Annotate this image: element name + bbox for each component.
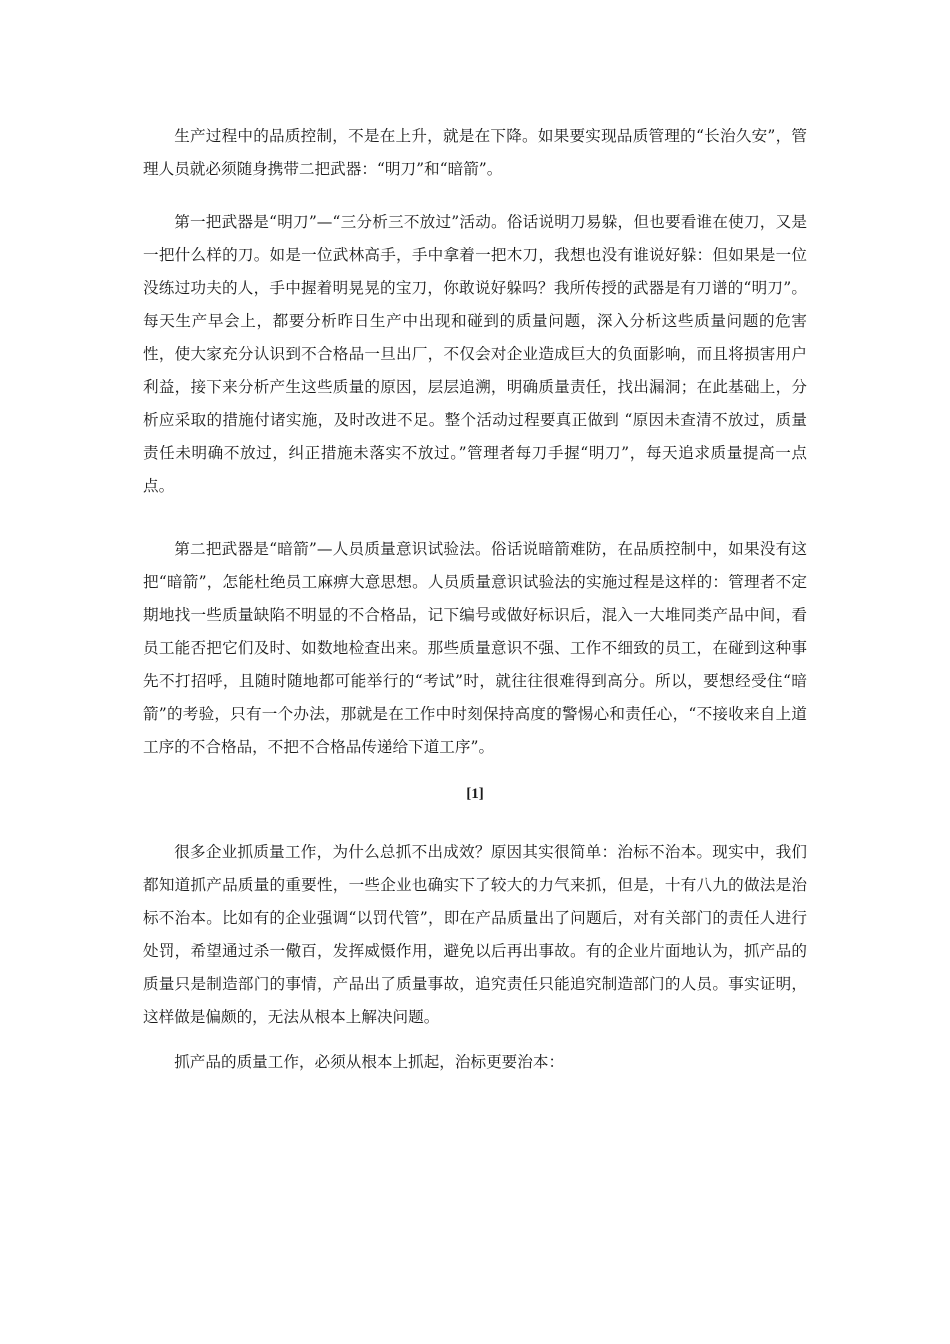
- paragraph-intro: 生产过程中的品质控制，不是在上升，就是在下降。如果要实现品质管理的“长治久安”，管理人员就必须随身携带二把武器：“明刀”和“暗箭”。: [143, 127, 807, 178]
- paragraph-root-cause: 很多企业抓质量工作，为什么总抓不出成效？原因其实很简单：治标不治本。现实中，我们都知道抓产品质量的重要性，一些企业也确实下了较大的力气来抓，但是，十有八九的做法是治标不治本。比如有的企业强调“以罚代管”，即在产品质量出了问题后，对有关部门的责任人进行处罚，希望通过杀一儆百，发挥威慑作用，避免以后再出事故。有的企业片面地认为，抓产品的质量只是制造部门的事情，产品出了质量事故，追究责任只能追究制造部门的人员。事实证明，这样做是偏颇的，无法从根本上解决问题。: [143, 843, 807, 1026]
- paragraph-first-weapon: 第一把武器是“明刀”—“三分析三不放过”活动。俗话说明刀易躲，但也要看谁在使刀，又是一把什么样的刀。如是一位武林高手，手中拿着一把木刀，我想也没有谁说好躲：但如果是一位没练过功夫的人，手中握着明晃晃的宝刀，你敢说好躲吗？我所传授的武器是有刀谱的“明刀”。每天生产早会上，都要分析昨日生产中出现和碰到的质量问题，深入分析这些质量问题的危害性，使大家充分认识到不合格品一旦出厂，不仅会对企业造成巨大的负面影响，而且将损害用户利益，接下来分析产生这些质量的原因，层层追溯，明确质量责任，找出漏洞；在此基础上，分析应采取的措施付诸实施，及时改进不足。整个活动过程要真正做到 “原因未查清不放过，质量责任未明确不放过，纠正措施未落实不放过。”管理者每刀手握“明刀”，每天追求质量提高一点点。: [143, 213, 807, 495]
- reference-marker: [1]: [466, 786, 484, 802]
- paragraph-conclusion: 抓产品的质量工作，必须从根本上抓起，治标更要治本：: [174, 1053, 565, 1071]
- paragraph-second-weapon: 第二把武器是“暗箭”—人员质量意识试验法。俗话说暗箭难防，在品质控制中，如果没有这把“暗箭”，怎能杜绝员工麻痹大意思想。人员质量意识试验法的实施过程是这样的：管理者不定期地找一些质量缺陷不明显的不合格品，记下编号或做好标识后，混入一大堆同类产品中间，看员工能否把它们及时、如数地检查出来。那些质量意识不强、工作不细致的员工，在碰到这种事先不打招呼，且随时随地都可能举行的“考试”时，就往往很难得到高分。所以，要想经受住“暗箭”的考验，只有一个办法，那就是在工作中时刻保持高度的警惕心和责任心，“不接收来自上道工序的不合格品，不把不合格品传递给下道工序”。: [143, 540, 807, 756]
- document-body: [143, 120, 807, 1079]
